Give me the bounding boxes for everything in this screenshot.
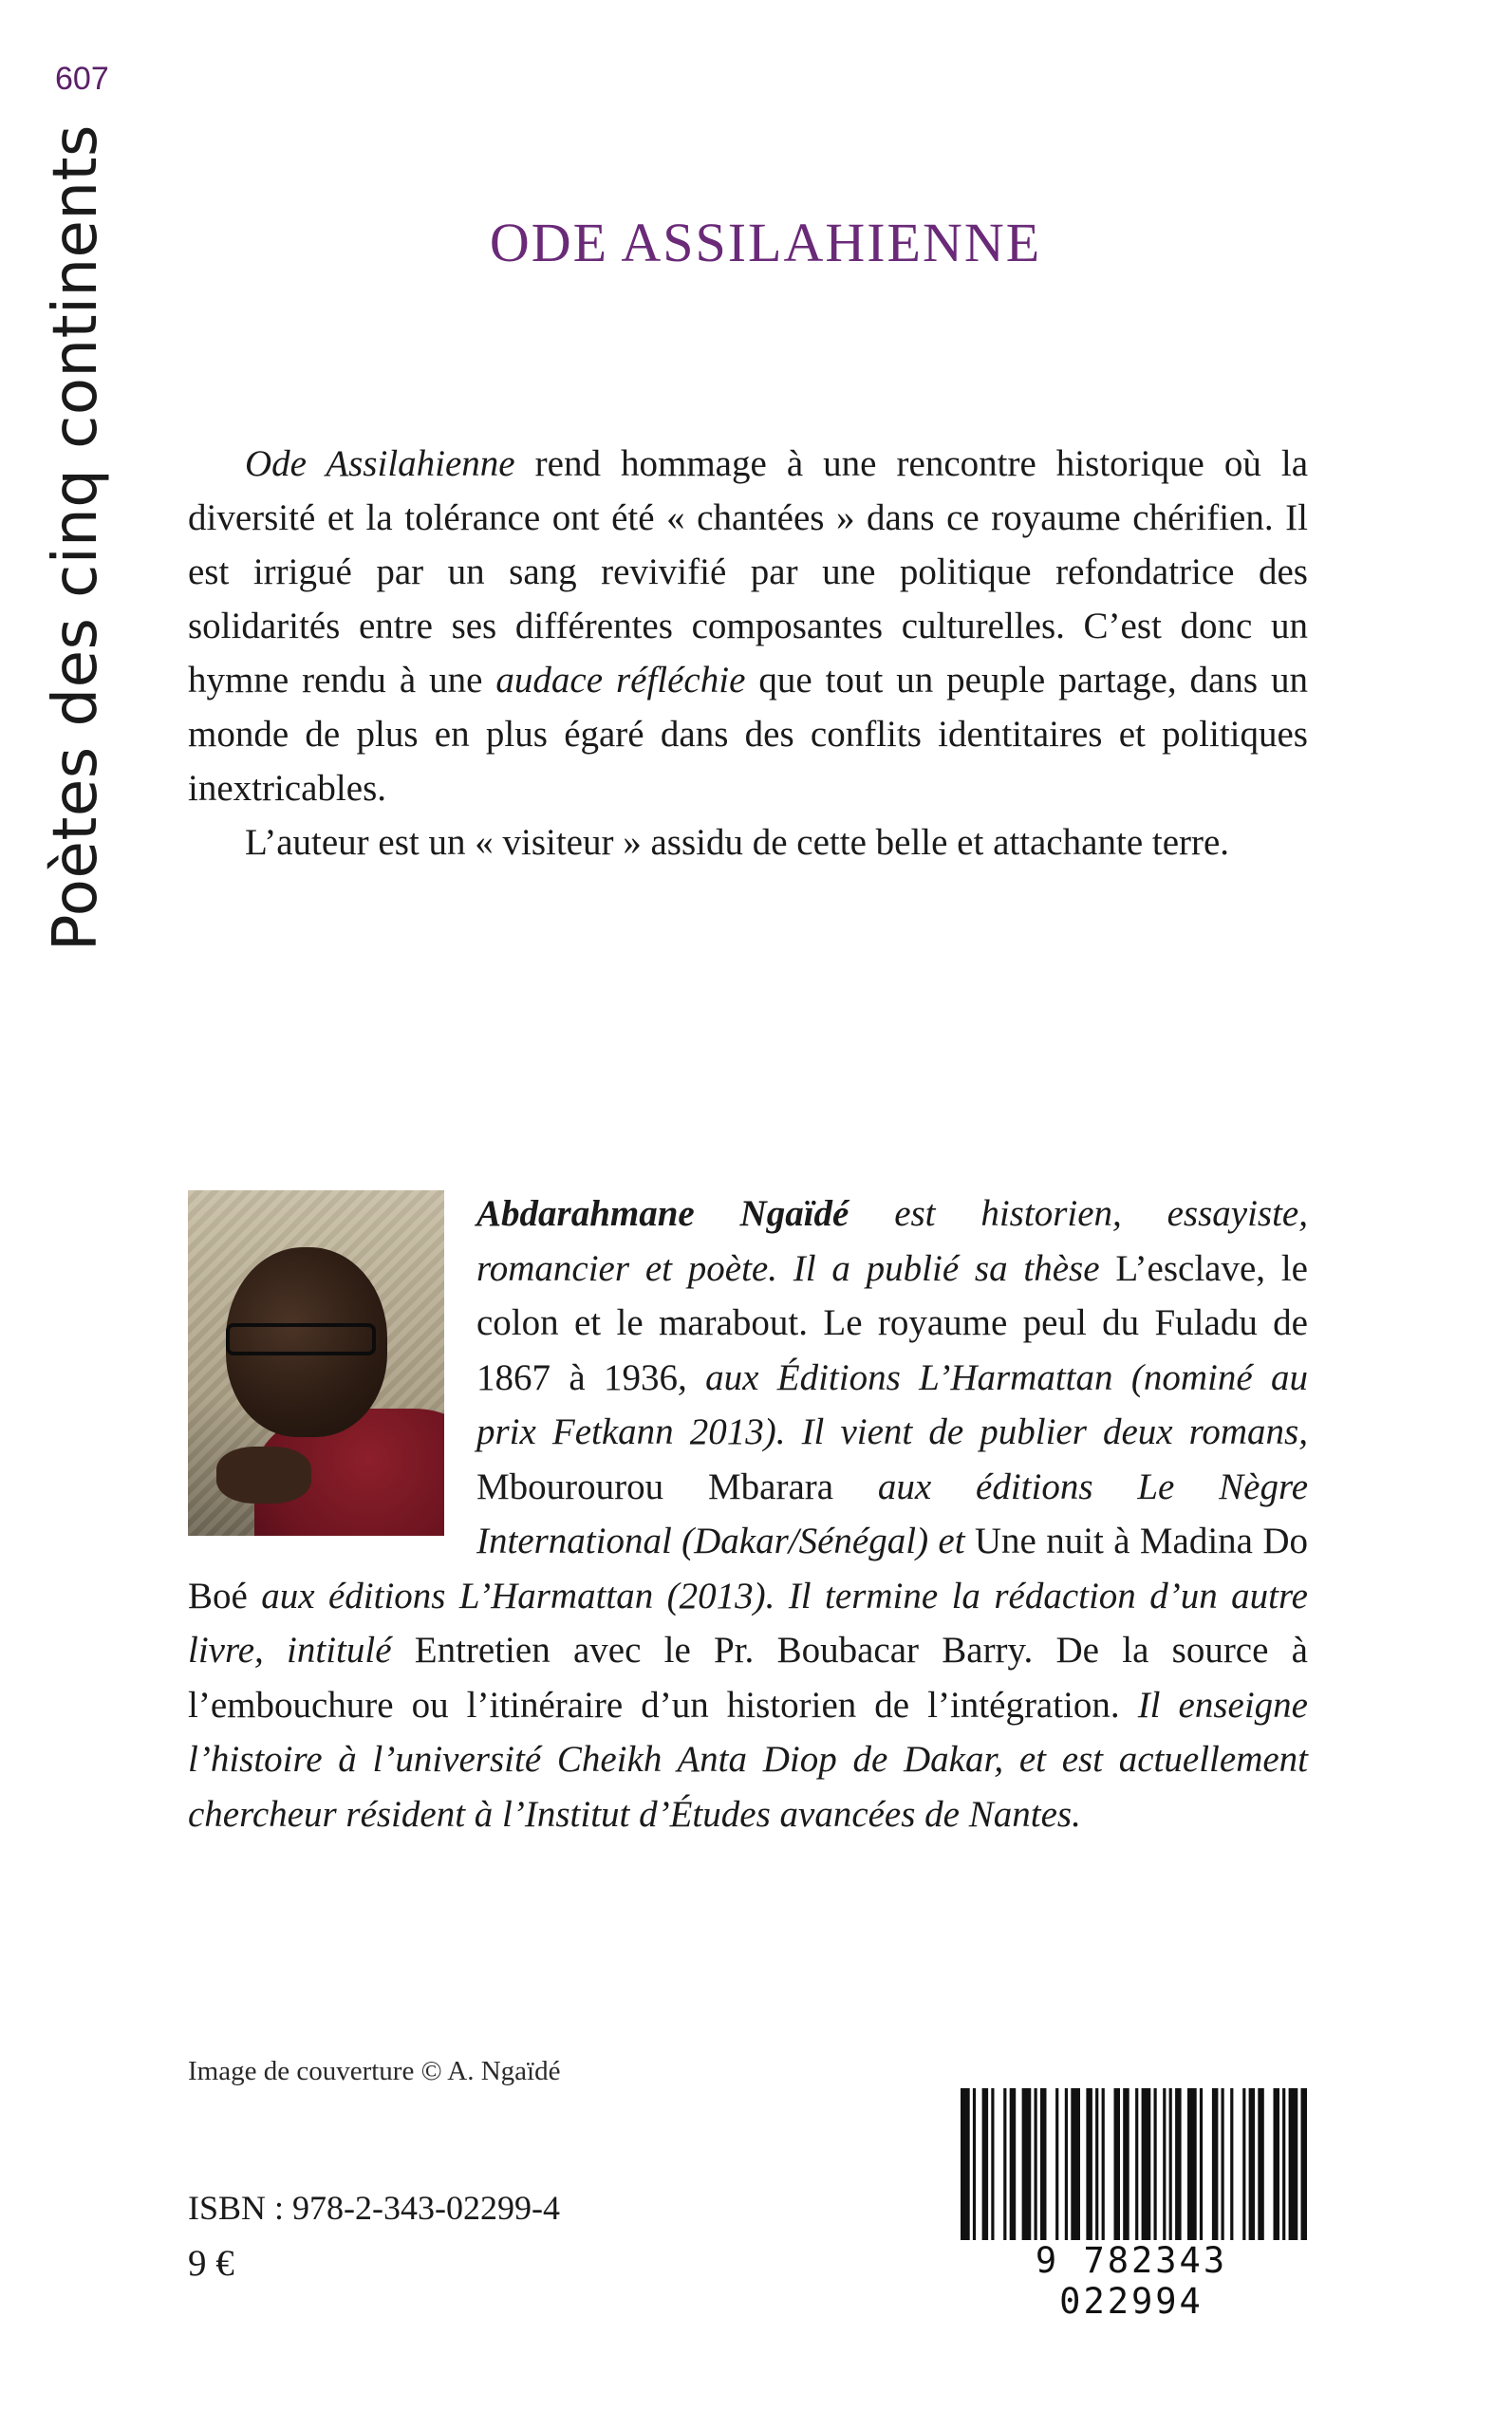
author-name: Abdarahmane Ngaïdé	[476, 1193, 849, 1234]
barcode-icon	[955, 2088, 1308, 2322]
bio-book-title: Entretien avec le Pr. Boubacar Barry. De la source à l’embouchure ou l’itinéraire d’un historien de l’intégration.	[188, 1630, 1308, 1726]
series-name-text: Poètes des cinq continents	[41, 124, 111, 951]
blurb-paragraph-2: L’auteur est un « visiteur » assidu de cette belle et attachante terre.	[245, 822, 1230, 863]
blurb-italic-phrase: audace réfléchie	[495, 660, 746, 701]
book-title-text: ODE ASSILAHIENNE	[489, 212, 1042, 273]
bio-novel-2: Une nuit à Madina Do Boé	[188, 1521, 1308, 1616]
isbn: ISBN : 978-2-343-02299-4	[188, 2189, 560, 2227]
bio-thesis-title: L’esclave, le colon et le marabout. Le royaume peul du Fuladu de 1867 à 1936	[476, 1247, 1308, 1398]
blurb-title-italic: Ode Assilahienne	[245, 443, 515, 484]
bio-text-2: , aux Éditions L’Harmattan (nominé au prix Fetkann 2013). Il vient de publier deux romans,	[476, 1356, 1308, 1452]
barcode-digits: 9 782343 022994	[1035, 2240, 1228, 2322]
photo-credit: Image de couverture © A. Ngaïdé	[188, 2056, 561, 2086]
bio-text-3: aux éditions Le Nègre International (Dakar/Sénégal) et	[476, 1466, 1309, 1561]
author-photo	[188, 1190, 444, 1536]
series-name	[38, 124, 114, 959]
blurb-paragraph-1	[188, 437, 1308, 815]
blurb	[188, 437, 1308, 869]
series-number: 607	[55, 61, 109, 97]
blurb-text-1: rend hommage à une rencontre historique où la diversité et la tolérance ont été « chantées » dans ce royaume chérifien. Il est irrigué par un sang revivifié par une politique refondatrice des solidarités entre ses différentes composantes culturelles. C’est donc un hymne rendu à une	[188, 443, 1309, 701]
bio-novel-1: Mbourourou Mbarara	[476, 1466, 834, 1507]
price: 9 €	[188, 2243, 234, 2284]
author-bio	[188, 1186, 1308, 1841]
bio-text-5: Il enseigne l’histoire à l’université Cheikh Anta Diop de Dakar, et est actuellement chercheur résident à l’Institut d’Études avancées de Nantes.	[188, 1684, 1308, 1835]
bio-text-4: aux éditions L’Harmattan (2013). Il termine la rédaction d’un autre livre, intitulé	[188, 1575, 1308, 1671]
book-title	[0, 211, 1512, 274]
blurb-text-2: que tout un peuple partage, dans un monde de plus en plus égaré dans des conflits identitaires et politiques inextricables.	[188, 660, 1308, 809]
bio-text-1: est historien, essayiste, romancier et poète. Il a publié sa thèse	[476, 1193, 1308, 1289]
